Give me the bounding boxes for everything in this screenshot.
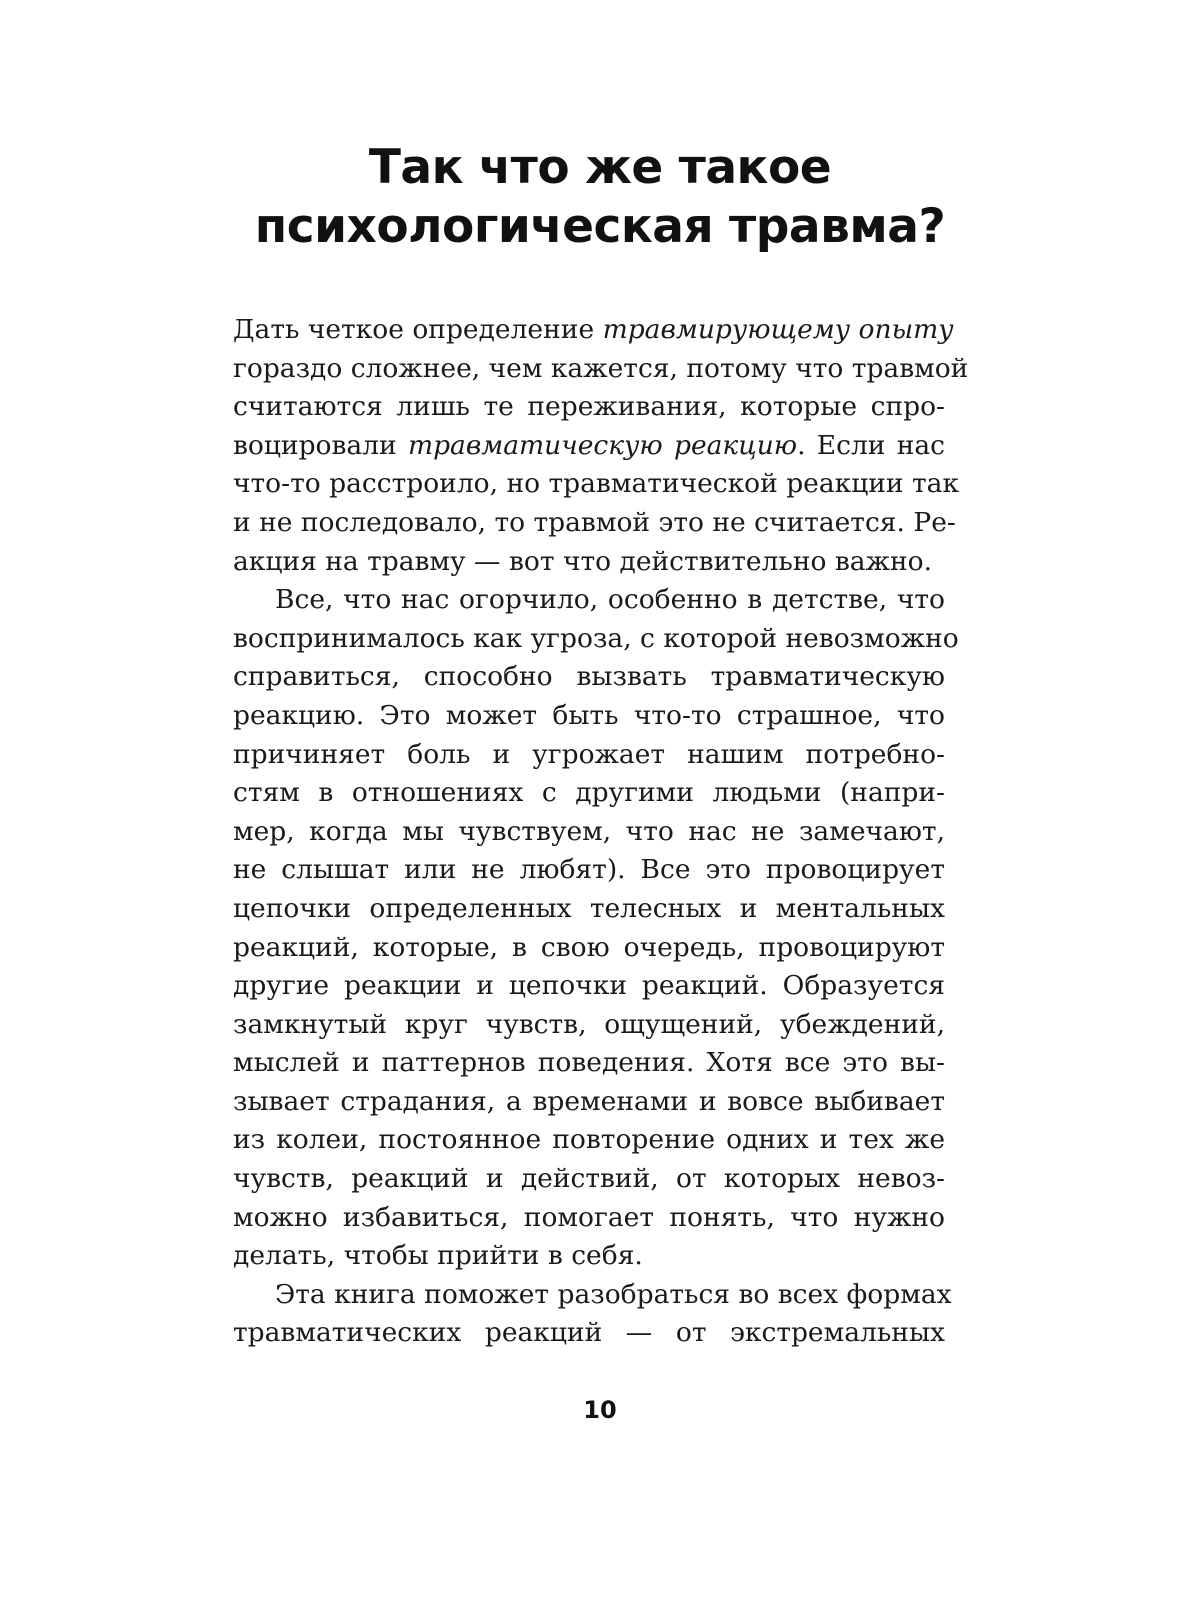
- text-segment: из колеи, постоянное повторение одних и тех же: [233, 1124, 945, 1156]
- paragraph: [233, 1276, 952, 1353]
- text-segment: справиться, способно вызвать травматическую: [233, 661, 945, 693]
- text-segment: делать, чтобы прийти в себя.: [233, 1240, 643, 1272]
- text-segment: реакций, которые, в свою очередь, провоцируют: [233, 931, 945, 963]
- body-text: [233, 311, 969, 1353]
- text-segment: что-то расстроило, но травматической реакции так: [233, 468, 960, 500]
- text-segment: воцировали: [233, 429, 408, 461]
- text-line: [233, 427, 945, 466]
- text-segment: не слышат или не любят). Все это провоцирует: [233, 854, 945, 886]
- text-line: [233, 658, 945, 697]
- chapter-title-line: психологическая травма?: [254, 199, 946, 254]
- text-line: [233, 1044, 945, 1083]
- text-line: [233, 813, 945, 852]
- text-segment: Дать четкое определение: [233, 314, 603, 345]
- text-segment: Все, что нас огорчило, особенно в детстве, что: [275, 584, 945, 616]
- text-segment: травматических реакций — от экстремальных: [233, 1317, 945, 1349]
- text-line: [233, 1237, 945, 1276]
- text-segment: . Если нас: [797, 429, 945, 461]
- italic-term: травматическую реакцию: [407, 429, 798, 461]
- text-segment: гораздо сложнее, чем кажется, потому что травмой: [233, 352, 969, 384]
- text-segment: замкнутый круг чувств, ощущений, убеждений,: [233, 1008, 945, 1040]
- text-line: [233, 890, 945, 929]
- text-line: [233, 1314, 945, 1353]
- text-segment: и не последовало, то травмой это не считается. Ре-: [233, 506, 956, 538]
- text-line: [233, 465, 960, 504]
- text-line: [233, 967, 945, 1006]
- text-segment: чувств, реакций и действий, от которых невоз-: [233, 1163, 945, 1195]
- text-line: [233, 1199, 945, 1238]
- text-line: [233, 851, 945, 890]
- chapter-title: [0, 138, 1200, 256]
- text-segment: мыслей и паттернов поведения. Хотя все это вы-: [233, 1047, 945, 1079]
- italic-term: травмирующему опыту: [602, 314, 954, 345]
- text-line: [233, 388, 945, 427]
- text-line: [233, 1276, 952, 1315]
- text-line: [233, 543, 945, 582]
- text-segment: другие реакции и цепочки реакций. Образуется: [233, 970, 945, 1002]
- text-line: [233, 697, 945, 736]
- text-line: [233, 929, 945, 968]
- text-segment: стям в отношениях с другими людьми (напри-: [233, 777, 945, 809]
- text-line: [233, 504, 956, 543]
- page-number: 10: [583, 1396, 617, 1424]
- text-line: [233, 350, 969, 389]
- text-line: [233, 1006, 945, 1045]
- text-line: [233, 1083, 945, 1122]
- text-segment: цепочки определенных телесных и ментальных: [233, 892, 945, 924]
- text-segment: можно избавиться, помогает понять, что нужно: [233, 1201, 945, 1233]
- text-segment: зывает страдания, а временами и вовсе выбивает: [233, 1085, 945, 1117]
- text-segment: воспринималось как угроза, с которой невозможно: [233, 622, 959, 654]
- text-segment: акция на травму — вот что действительно важно.: [233, 545, 933, 577]
- text-line: [233, 581, 945, 620]
- text-line: [233, 736, 945, 775]
- text-line: [233, 1160, 945, 1199]
- text-segment: Эта книга поможет разобраться во всех формах: [275, 1278, 952, 1310]
- text-line: [233, 1121, 945, 1160]
- paragraph: [233, 311, 969, 581]
- text-line: [233, 774, 945, 813]
- text-segment: мер, когда мы чувствуем, что нас не замечают,: [233, 815, 945, 847]
- chapter-title-line: Так что же такое: [368, 140, 832, 195]
- text-segment: причиняет боль и угрожает нашим потребно-: [233, 738, 945, 770]
- text-segment: реакцию. Это может быть что-то страшное, что: [233, 699, 945, 731]
- text-segment: считаются лишь те переживания, которые спро-: [233, 391, 945, 423]
- paragraph: [233, 581, 959, 1276]
- text-line: [233, 620, 959, 659]
- text-line: [233, 311, 954, 350]
